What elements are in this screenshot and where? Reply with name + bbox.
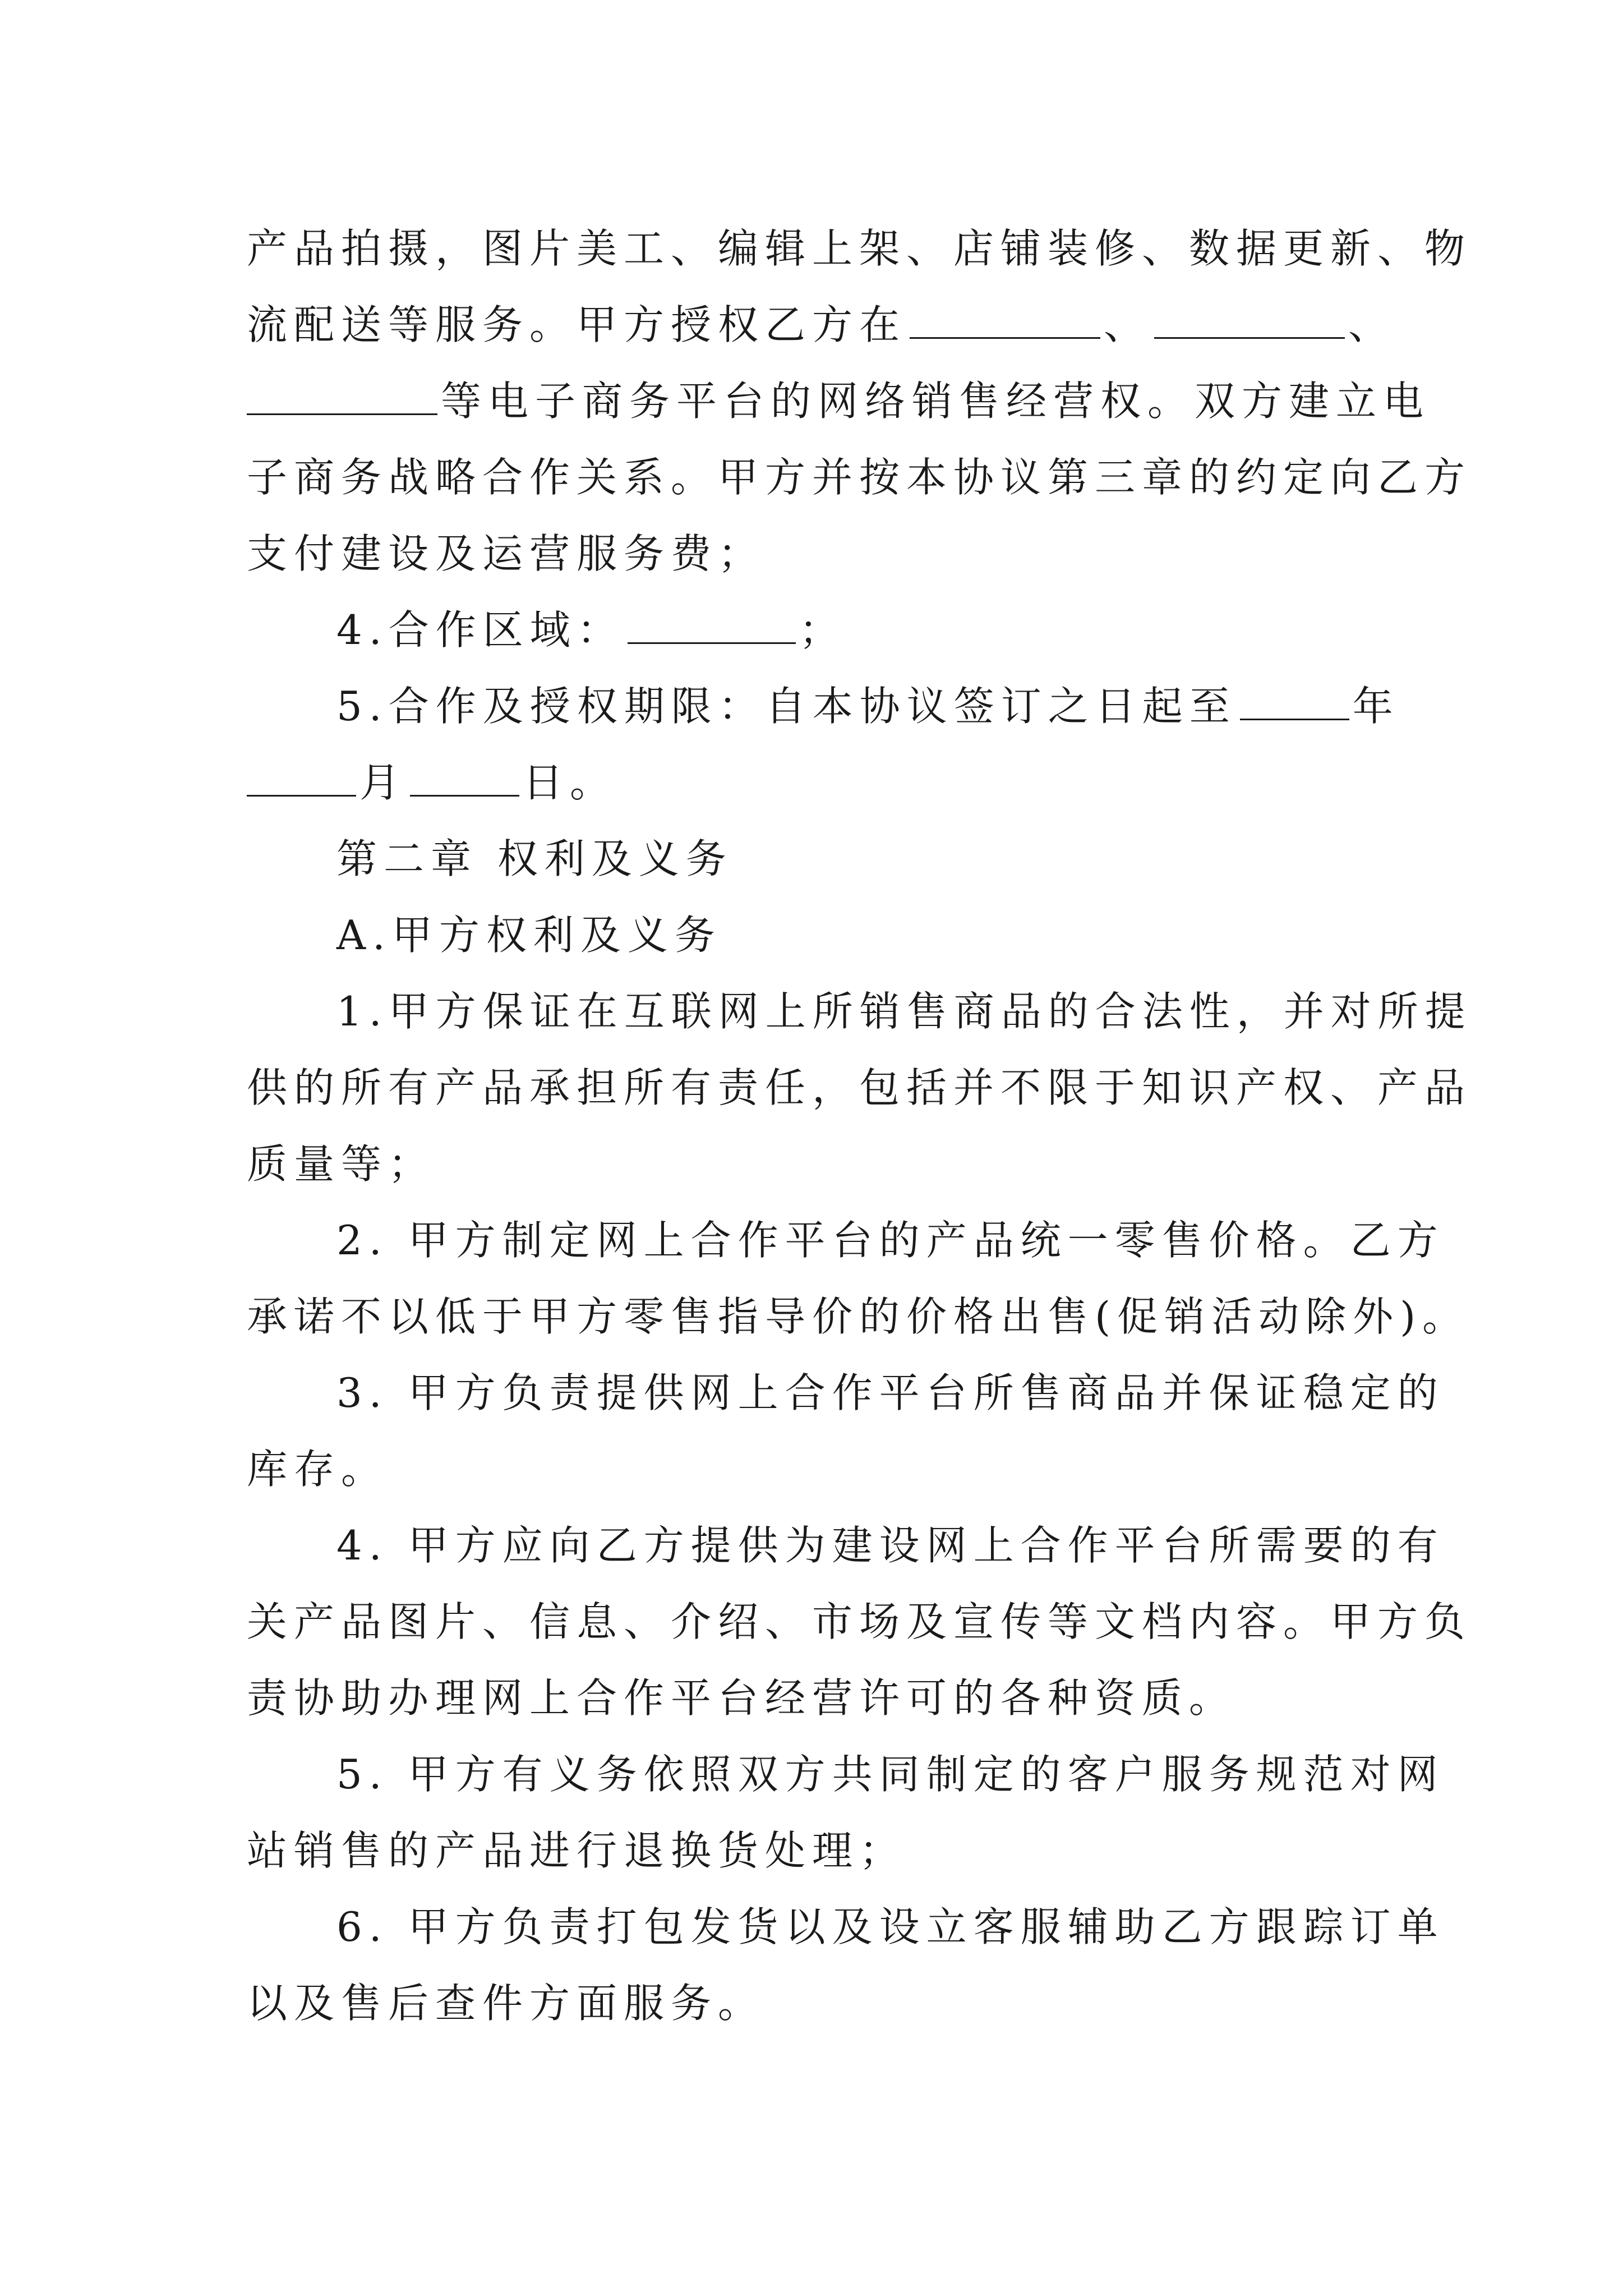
day-blank [410,757,519,797]
platform-blank-2 [1154,299,1345,339]
text: 产品拍摄，图片美工、编辑上架、店铺装修、数据更新、物 [247,225,1472,272]
text: 月 [359,759,407,806]
text: 承诺不以低于甲方零售指导价的价格出售(促销活动除外)。 [247,1293,1470,1340]
platform-blank-3 [247,375,437,415]
text: 第二章 权利及义务 [336,835,733,882]
paragraph-line [247,1050,1472,1126]
text: 子商务战略合作关系。甲方并按本协议第三章的约定向乙方 [247,454,1472,501]
paragraph-line [247,439,1472,516]
paragraph-line [247,1965,1385,2041]
area-blank [628,604,796,644]
text: 4. 甲方应向乙方提供为建设网上合作平台所需要的有 [336,1522,1445,1569]
text: 3. 甲方负责提供网上合作平台所售商品并保证稳定的 [336,1369,1445,1416]
year-blank [1240,680,1349,720]
month-blank [247,757,356,797]
paragraph-line [247,1812,1385,1889]
paragraph-line [247,973,1472,1050]
document-body [247,210,1472,2041]
text: 责协助办理网上合作平台经营许可的各种资质。 [247,1674,1237,1722]
paragraph-line [247,1355,1445,1431]
text: 4.合作区域： [336,606,624,654]
section-heading [247,897,1385,973]
chapter-heading [247,821,1385,897]
paragraph-line [247,1736,1445,1812]
text: 等电子商务平台的网络销售经营权。双方建立电 [441,378,1431,425]
text: 库存。 [247,1446,389,1493]
text: 质量等； [247,1140,436,1188]
text: A.甲方权利及义务 [336,912,722,959]
text: 1.甲方保证在互联网上所销售商品的合法性，并对所提 [336,988,1472,1035]
paragraph-line [247,1278,1470,1355]
item-cooperation-period [247,668,1400,744]
text: 供的所有产品承担所有责任，包括并不限于知识产权、产品 [247,1064,1472,1111]
paragraph-line [247,210,1472,287]
text: 支付建设及运营服务费； [247,530,766,577]
text: 5.合作及授权期限：自本协议签订之日起至 [336,683,1237,730]
text: ； [799,606,846,654]
paragraph-line [247,1202,1445,1278]
paragraph-line [247,1126,1385,1202]
text: 以及售后查件方面服务。 [247,1980,766,2027]
text: 日。 [523,759,617,806]
paragraph-line [247,744,1385,821]
paragraph-line [247,516,1385,592]
text: 6. 甲方负责打包发货以及设立客服辅助乙方跟踪订单 [336,1903,1445,1950]
paragraph-line [247,1431,1385,1507]
paragraph-line [247,1660,1385,1736]
text: 站销售的产品进行退换货处理； [247,1827,907,1874]
text: 年 [1352,683,1400,730]
text: 流配送等服务。甲方授权乙方在 [247,301,907,348]
paragraph-line [247,363,1431,439]
text: 关产品图片、信息、介绍、市场及宣传等文档内容。甲方负 [247,1598,1472,1645]
text: 、 [1104,301,1151,348]
paragraph-line [247,1889,1445,1965]
paragraph-line [247,1507,1445,1584]
platform-blank-1 [910,299,1100,339]
paragraph-line [247,1584,1472,1660]
paragraph-line [247,287,1396,363]
text: 、 [1348,301,1396,348]
text: 5. 甲方有义务依照双方共同制定的客户服务规范对网 [336,1751,1445,1798]
text: 2. 甲方制定网上合作平台的产品统一零售价格。乙方 [336,1217,1445,1264]
item-cooperation-area [247,592,1385,668]
